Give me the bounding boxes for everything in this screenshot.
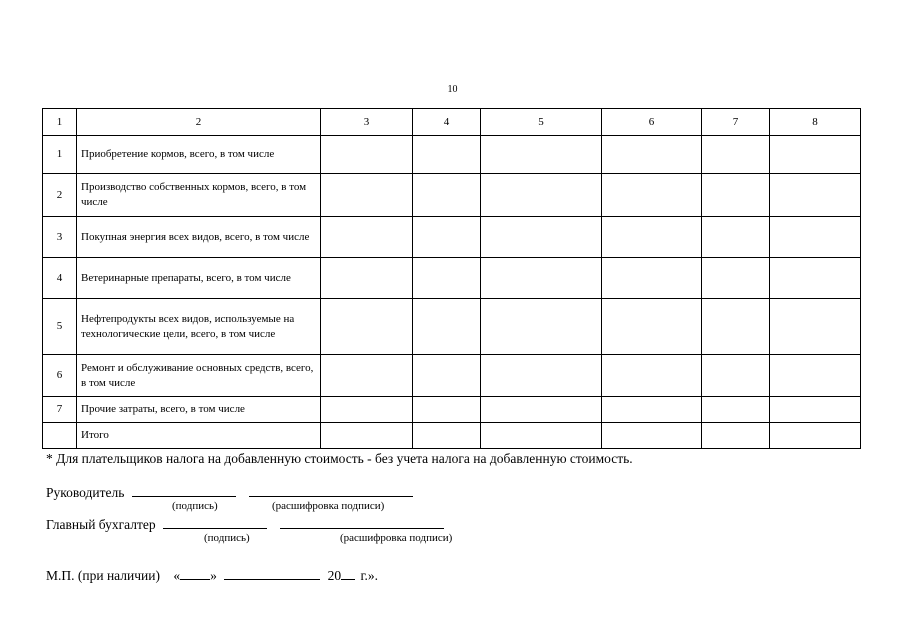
table-cell: [481, 136, 602, 174]
row-number: 1: [43, 136, 77, 174]
table-cell: [481, 397, 602, 423]
data-table: [42, 108, 861, 449]
head-signature-caption: (подпись): [172, 500, 218, 512]
row-name: Покупная энергия всех видов, всего, в том числе: [77, 217, 321, 258]
table-cell: [321, 174, 413, 217]
table-cell: [770, 217, 861, 258]
accountant-signature-blank[interactable]: [163, 515, 267, 529]
column-number: 5: [481, 109, 602, 136]
table-cell: [413, 217, 481, 258]
table-row-total: [43, 423, 861, 449]
row-number: 7: [43, 397, 77, 423]
day-blank[interactable]: [180, 566, 210, 580]
table-cell: [770, 258, 861, 299]
row-number: 2: [43, 174, 77, 217]
table-cell: [702, 423, 770, 449]
accountant-decryption-caption: (расшифровка подписи): [340, 532, 453, 544]
table-cell: [321, 397, 413, 423]
row-name: Ремонт и обслуживание основных средств, всего, в том числе: [77, 355, 321, 397]
table-cell: [702, 397, 770, 423]
table-cell: [602, 258, 702, 299]
month-blank[interactable]: [224, 566, 320, 580]
row-number: 4: [43, 258, 77, 299]
table-cell: [321, 258, 413, 299]
table-row: [43, 136, 861, 174]
table-cell: [321, 299, 413, 355]
row-name: Производство собственных кормов, всего, в том числе: [77, 174, 321, 217]
table-cell: [321, 136, 413, 174]
accountant-signature-caption: (подпись): [204, 532, 250, 544]
table-cell: [602, 174, 702, 217]
table-cell: [702, 217, 770, 258]
table-cell: [413, 299, 481, 355]
stamp-label: М.П. (при наличии): [46, 568, 160, 583]
table-cell: [770, 397, 861, 423]
table-cell: [321, 217, 413, 258]
table-cell: [702, 355, 770, 397]
quote-close: »: [210, 568, 217, 583]
table-cell: [321, 423, 413, 449]
column-number: 7: [702, 109, 770, 136]
accountant-label: Главный бухгалтер: [46, 517, 156, 532]
table-cell: [602, 136, 702, 174]
row-number: 5: [43, 299, 77, 355]
footnote: * Для плательщиков налога на добавленную стоимость - без учета налога на добавленную стоимость.: [46, 451, 633, 466]
table-row: [43, 355, 861, 397]
head-label: Руководитель: [46, 485, 125, 500]
head-decryption-caption: (расшифровка подписи): [272, 500, 385, 512]
year-suffix: г.».: [360, 568, 378, 583]
table-cell: [413, 355, 481, 397]
column-number: 8: [770, 109, 861, 136]
table-cell: [413, 136, 481, 174]
column-number: 4: [413, 109, 481, 136]
table-cell: [602, 299, 702, 355]
quote-open: «: [173, 568, 181, 583]
column-number: 1: [43, 109, 77, 136]
head-signature-blank[interactable]: [132, 483, 236, 497]
table-cell: [481, 299, 602, 355]
accountant-decryption-blank[interactable]: [280, 515, 444, 529]
table-cell: [481, 174, 602, 217]
row-name: Ветеринарные препараты, всего, в том числе: [77, 258, 321, 299]
table-cell: [770, 136, 861, 174]
table-cell: [602, 355, 702, 397]
table-cell: [413, 423, 481, 449]
row-name: Нефтепродукты всех видов, используемые на технологические цели, всего, в том числе: [77, 299, 321, 355]
table-row: [43, 174, 861, 217]
head-signature-line: [46, 483, 413, 501]
table-header-row: [43, 109, 861, 136]
table-cell: [770, 174, 861, 217]
table-cell: [413, 174, 481, 217]
table-row: [43, 397, 861, 423]
table-row: [43, 258, 861, 299]
table-cell: [702, 299, 770, 355]
column-number: 3: [321, 109, 413, 136]
table-cell: [602, 217, 702, 258]
row-name: Итого: [77, 423, 321, 449]
table-cell: [702, 258, 770, 299]
table-cell: [481, 423, 602, 449]
table-cell: [413, 397, 481, 423]
table-cell: [770, 423, 861, 449]
page-number: 10: [447, 84, 458, 95]
table-cell: [481, 258, 602, 299]
row-name: Прочие затраты, всего, в том числе: [77, 397, 321, 423]
column-number: 2: [77, 109, 321, 136]
table-cell: [481, 355, 602, 397]
row-number: 6: [43, 355, 77, 397]
table-cell: [770, 299, 861, 355]
year-prefix: 20: [327, 568, 342, 583]
accountant-signature-line: [46, 515, 444, 533]
row-number: 3: [43, 217, 77, 258]
table-cell: [602, 423, 702, 449]
table-row: [43, 217, 861, 258]
table-cell: [602, 397, 702, 423]
table-cell: [413, 258, 481, 299]
table-cell: [321, 355, 413, 397]
row-name: Приобретение кормов, всего, в том числе: [77, 136, 321, 174]
table-row: [43, 299, 861, 355]
stamp-date-line: [46, 566, 378, 584]
head-decryption-blank[interactable]: [249, 483, 413, 497]
column-number: 6: [602, 109, 702, 136]
table-cell: [770, 355, 861, 397]
row-number: [43, 423, 77, 449]
table-cell: [702, 136, 770, 174]
year-blank[interactable]: [341, 566, 355, 580]
table-cell: [481, 217, 602, 258]
table-cell: [702, 174, 770, 217]
